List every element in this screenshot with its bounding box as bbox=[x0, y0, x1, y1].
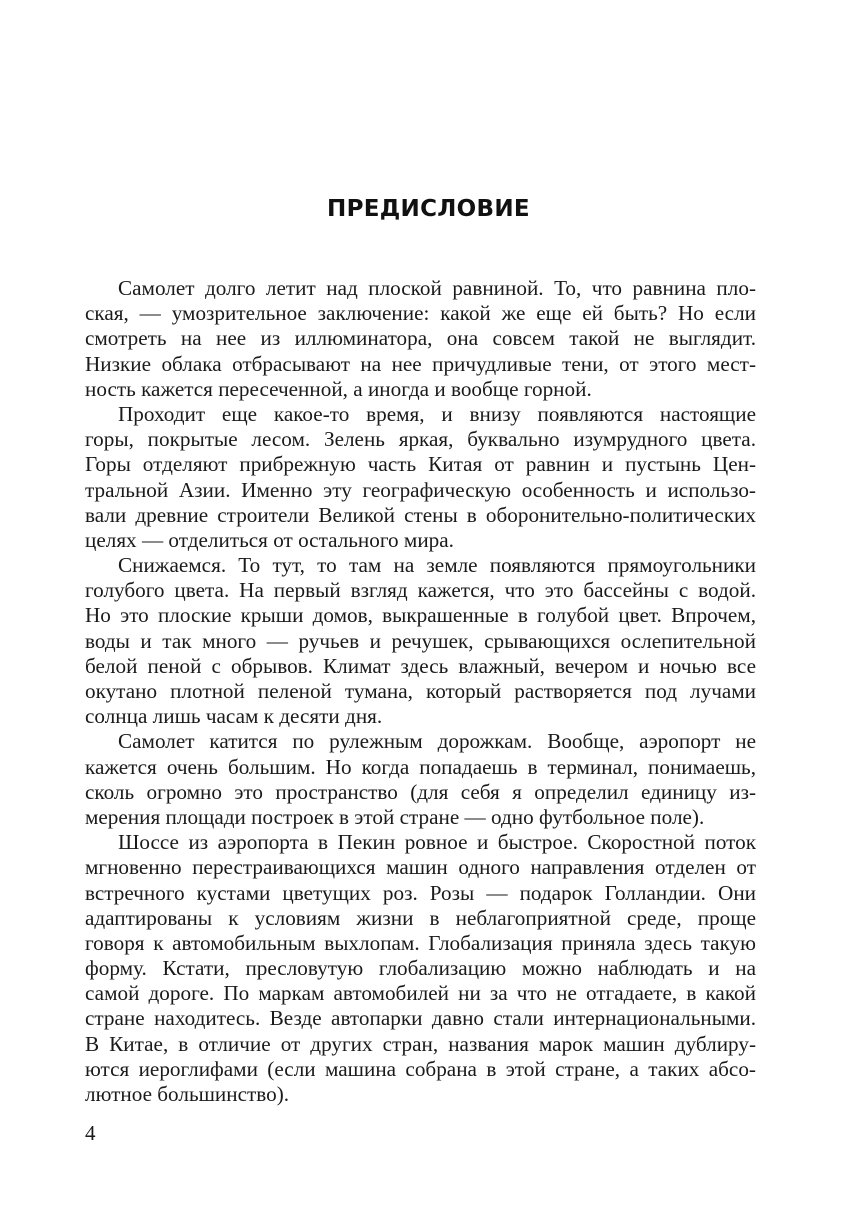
text-line: кажется очень большим. Но когда попадаешь в терминал, понимаешь, bbox=[85, 754, 756, 779]
text-line: мерения площади построек в этой стране — одно футбольное поле). bbox=[85, 804, 705, 829]
text-line: говоря к автомобильным выхлопам. Глобализация приняла здесь такую bbox=[85, 930, 756, 955]
text-line: окутано плотной пеленой тумана, который растворяется под лучами bbox=[85, 679, 756, 703]
text-line: Горы отделяют прибрежную часть Китая от равнин и пустынь Цен- bbox=[85, 452, 756, 477]
text-line: ются иероглифами (если машина собрана в этой стране, а таких абсо- bbox=[85, 1056, 756, 1081]
text-line: смотреть на нее из иллюминатора, она совсем такой не выглядит. bbox=[85, 326, 756, 351]
text-line: целях — отделиться от остального мира. bbox=[85, 527, 454, 552]
paragraph bbox=[85, 830, 756, 1107]
text-line: Шоссе из аэропорта в Пекин ровное и быстрое. Скоростной поток bbox=[118, 830, 756, 855]
text-line: сколь огромно это пространство (для себя я определил единицу из- bbox=[85, 779, 756, 804]
paragraph bbox=[85, 276, 756, 402]
text-line: белой пеной с обрывов. Климат здесь влажный, вечером и ночью все bbox=[85, 653, 756, 678]
text-line: тральной Азии. Именно эту географическую особенность и использо- bbox=[85, 477, 756, 502]
page-number: 4 bbox=[85, 1121, 96, 1145]
text-line: горы, покрытые лесом. Зелень яркая, буквально изумрудного цвета. bbox=[85, 427, 756, 452]
text-line: встречного кустами цветущих роз. Розы — подарок Голландии. Они bbox=[85, 880, 756, 905]
paragraph bbox=[85, 729, 756, 830]
text-line: самой дороге. По маркам автомобилей ни за что не отгадаете, в какой bbox=[85, 981, 756, 1006]
text-line: лютное большинство). bbox=[85, 1082, 290, 1106]
text-line: адаптированы к условиям жизни в неблагоприятной среде, проще bbox=[85, 905, 756, 930]
text-line: Но это плоские крыши домов, выкрашенные в голубой цвет. Впрочем, bbox=[85, 603, 756, 628]
text-line: форму. Кстати, пресловутую глобализацию можно наблюдать и на bbox=[85, 956, 756, 981]
text-line: голубого цвета. На первый взгляд кажется, что это бассейны с водой. bbox=[85, 578, 756, 603]
text-line: Низкие облака отбрасывают на нее причудливые тени, от этого мест- bbox=[85, 351, 756, 376]
text-line: Проходит еще какое-то время, и внизу появляются настоящие bbox=[118, 401, 756, 426]
text-line: Снижаемся. То тут, то там на земле появляются прямоугольники bbox=[118, 553, 756, 578]
text-line: Самолет катится по рулежным дорожкам. Вообще, аэропорт не bbox=[118, 729, 756, 754]
text-line: Самолет долго летит над плоской равниной. То, что равнина пло- bbox=[118, 276, 756, 300]
text-line: вали древние строители Великой стены в оборонительно-политических bbox=[85, 502, 756, 527]
paragraph bbox=[85, 553, 756, 729]
body-text bbox=[85, 276, 756, 1107]
page-title: ПРЕДИСЛОВИЕ bbox=[327, 196, 530, 222]
text-line: воды и так много — ручьев и речушек, срывающихся ослепительной bbox=[85, 628, 756, 653]
text-line: ская, — умозрительное заключение: какой же еще ей быть? Но если bbox=[85, 301, 756, 326]
paragraph bbox=[85, 402, 756, 553]
text-line: ность кажется пересеченной, а иногда и вообще горной. bbox=[85, 376, 592, 401]
text-line: стране находитесь. Везде автопарки давно стали интернациональными. bbox=[85, 1006, 756, 1031]
text-line: мгновенно перестраивающихся машин одного направления отделен от bbox=[85, 855, 756, 880]
text-line: В Китае, в отличие от других стран, названия марок машин дублиру- bbox=[85, 1031, 756, 1056]
text-line: солнца лишь часам к десяти дня. bbox=[85, 704, 383, 729]
